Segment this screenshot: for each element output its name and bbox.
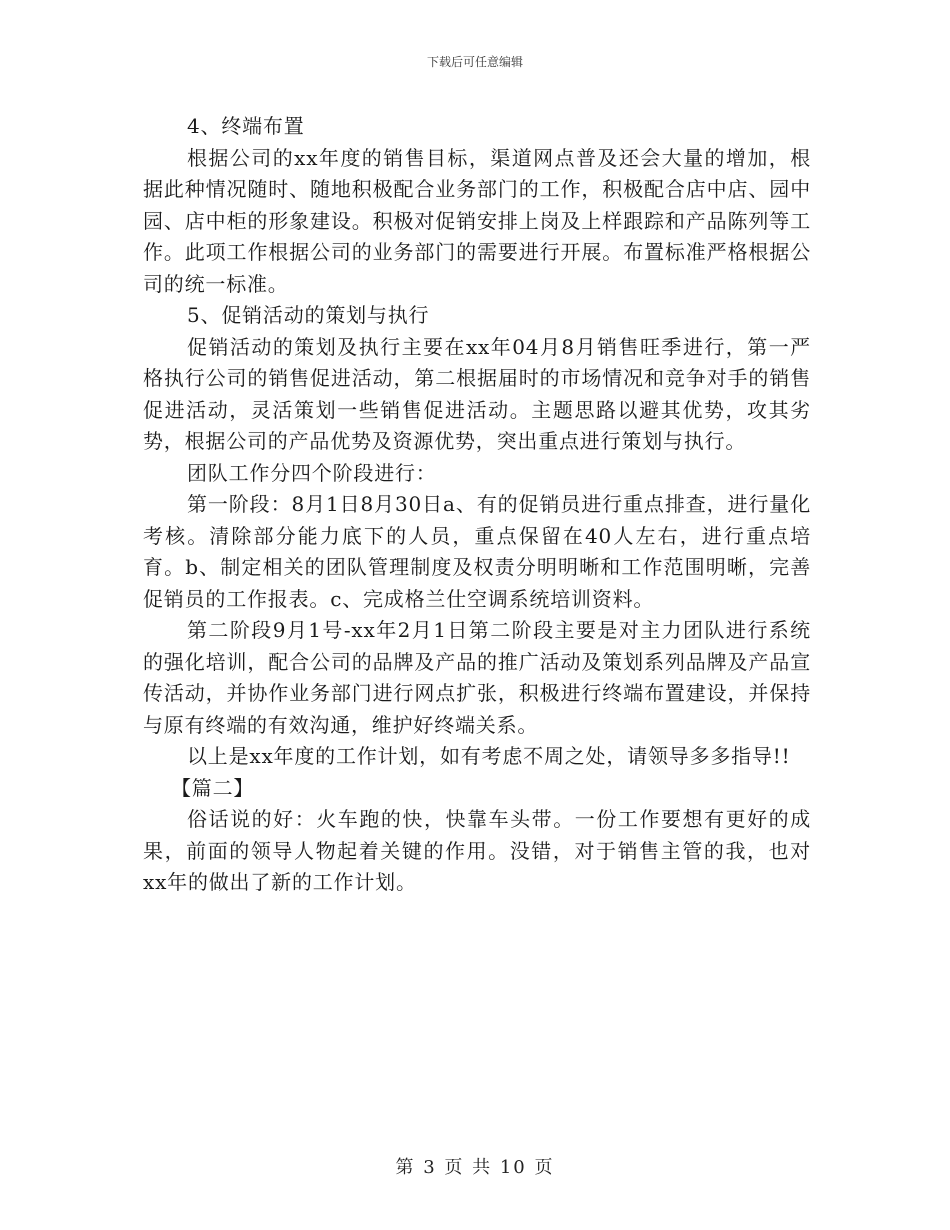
paragraph-terminal-layout: 根据公司的xx年度的销售目标，渠道网点普及还会大量的增加，根据此种情况随时、随地积极配合业务部门的工作，积极配合店中店、园中园、店中柜的形象建设。积极对促销安排上岗及上样跟踪和产品陈列等工作。此项工作根据公司的业务部门的需要进行开展。布置标准严格根据公司的统一标准。 xyxy=(143,145,811,296)
section-heading-part-two: 【篇二】 xyxy=(171,775,255,800)
page-header: 下载后可任意编辑 xyxy=(426,55,523,69)
paragraph-team-stages: 团队工作分四个阶段进行： xyxy=(187,460,437,485)
paragraph-promotion: 促销活动的策划及执行主要在xx年04月8月销售旺季进行，第一严格执行公司的销售促进活动，第二根据届时的市场情况和竞争对手的销售促进活动，灵活策划一些销售促进活动。主题思路以避其优势，攻其劣势，根据公司的产品优势及资源优势，突出重点进行策划与执行。 xyxy=(143,334,811,453)
paragraph-stage-one: 第一阶段：8月1日8月30日a、有的促销员进行重点排查，进行量化考核。清除部分能力底下的人员，重点保留在40人左右，进行重点培育。b、制定相关的团队管理制度及权责分明明晰和工作范围明晰，完善促销员的工作报表。c、完成格兰仕空调系统培训资料。 xyxy=(143,492,811,611)
paragraph-conclusion: 以上是xx年度的工作计划，如有考虑不周之处，请领导多多指导!! xyxy=(187,744,791,768)
paragraph-stage-two: 第二阶段9月1号-xx年2月1日第二阶段主要是对主力团队进行系统的强化培训，配合公司的品牌及产品的推广活动及策划系列品牌及产品宣传活动，并协作业务部门进行网点扩张，积极进行终端布置建设，并保持与原有终端的有效沟通，维护好终端关系。 xyxy=(143,618,811,737)
heading-promotion: 5、促销活动的策划与执行 xyxy=(187,303,430,327)
heading-terminal-layout: 4、终端布置 xyxy=(187,114,305,138)
document-body xyxy=(143,111,811,899)
page-number: 第 3 页 共 10 页 xyxy=(395,1157,555,1178)
paragraph-part-two-intro: 俗话说的好：火车跑的快，快靠车头带。一份工作要想有更好的成果，前面的领导人物起着关键的作用。没错，对于销售主管的我，也对xx年的做出了新的工作计划。 xyxy=(143,807,811,894)
